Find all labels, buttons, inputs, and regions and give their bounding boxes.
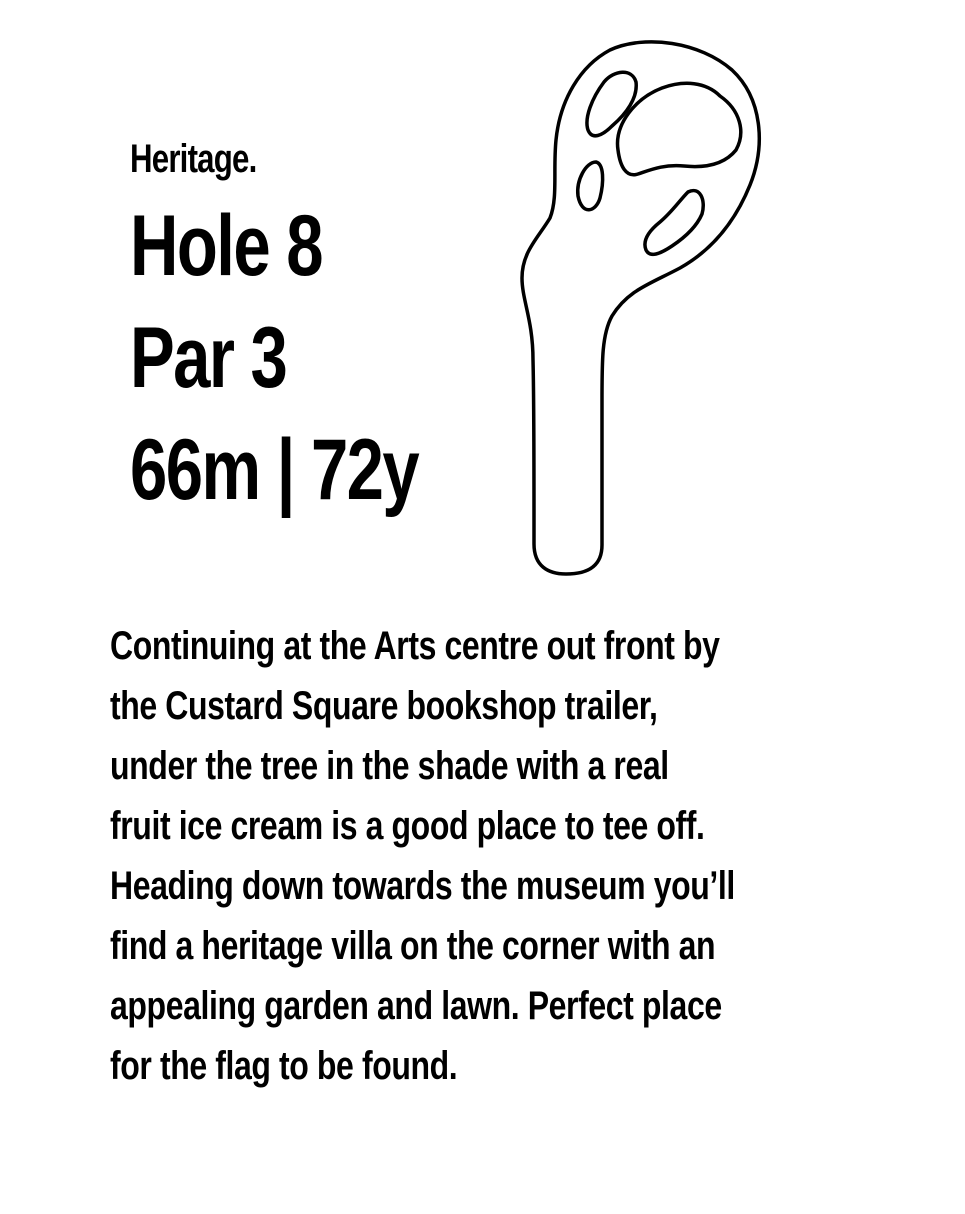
description-line: appealing garden and lawn. Perfect place: [110, 984, 722, 1028]
description-line: Heading down towards the museum you’ll: [110, 864, 735, 908]
description-line: fruit ice cream is a good place to tee off.: [110, 804, 705, 848]
hole-description: [110, 616, 870, 1096]
description-line: for the flag to be found.: [110, 1044, 458, 1088]
hole-distance: 66m | 72y: [130, 422, 419, 518]
course-name: Heritage.: [130, 137, 257, 181]
description-line: under the tree in the shade with a real: [110, 744, 669, 788]
hole-par: Par 3: [130, 310, 287, 406]
hole-header: [130, 128, 510, 526]
hole-number: Hole 8: [130, 198, 322, 294]
description-line: find a heritage villa on the corner with an: [110, 924, 716, 968]
description-line: the Custard Square bookshop trailer,: [110, 684, 658, 728]
golf-hole-outline-icon: [505, 30, 775, 590]
description-line: Continuing at the Arts centre out front by: [110, 624, 720, 668]
